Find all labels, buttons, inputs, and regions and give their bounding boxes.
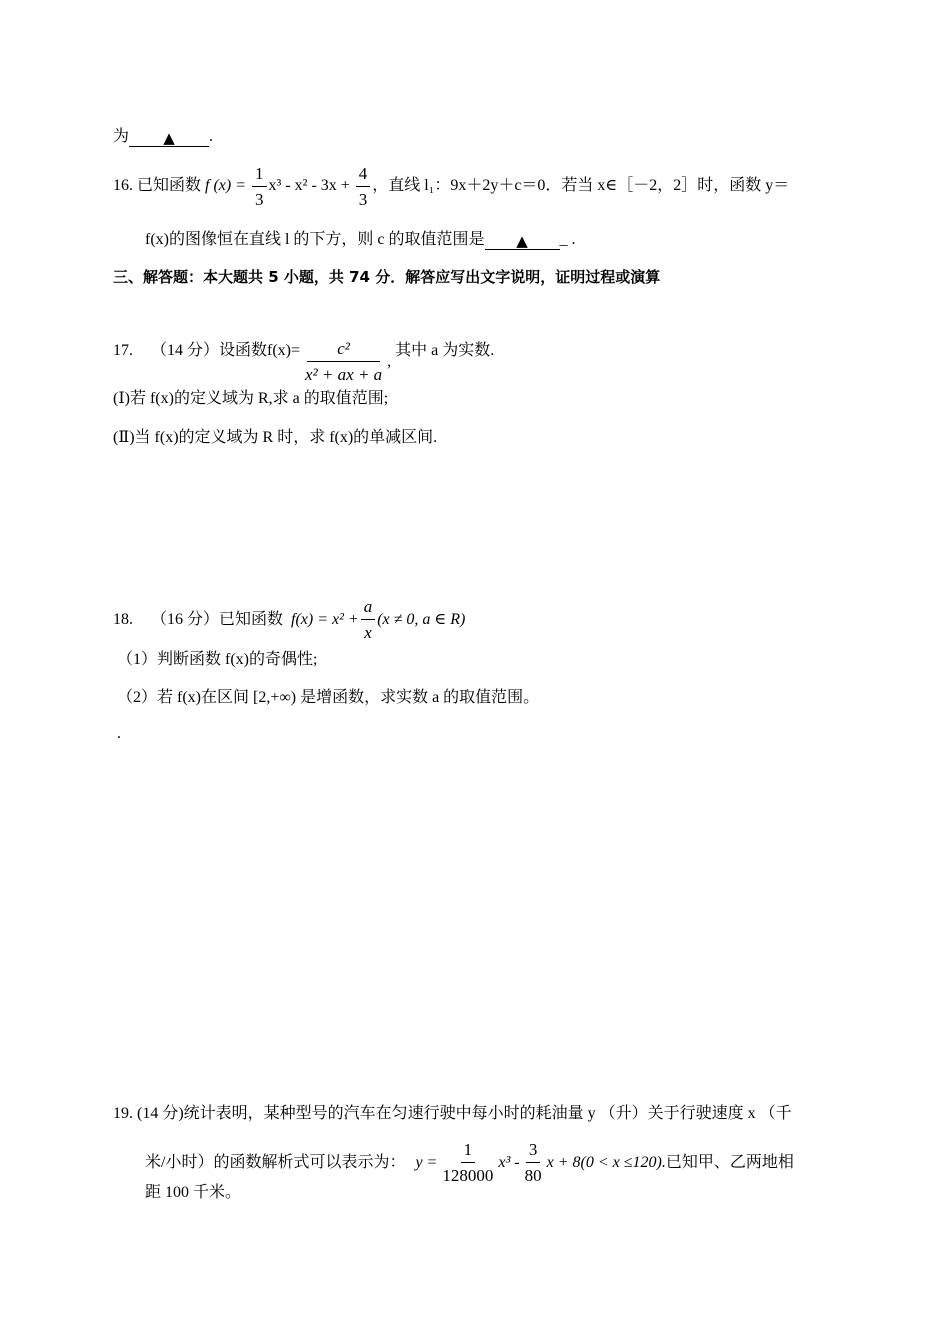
q18-dot: . <box>117 725 121 742</box>
q18-frac-num: a <box>361 598 376 620</box>
q18-fraction <box>361 598 376 641</box>
q17-frac-den: x² + ax + a <box>305 365 383 384</box>
q16-fraction-one-third <box>252 165 267 208</box>
q19-line2-prefix: 米/小时）的函数解析式可以表示为： <box>145 1153 406 1171</box>
section3-heading: 三、解答题：本大题共 5 小题，共 74 分．解答应写出文字说明，证明过程或演算 <box>113 268 661 286</box>
q19-line2 <box>145 1141 794 1184</box>
q19-line2-suffix: 已知甲、乙两地相 <box>665 1153 794 1171</box>
q18-func-lhs: f(x) = x² + <box>291 610 359 628</box>
q17-frac-num: c² <box>307 340 380 362</box>
q18-number: 18. <box>113 610 133 628</box>
q18-frac-den: x <box>364 623 372 642</box>
q17-fraction <box>302 340 385 383</box>
q19-frac1-den: 128000 <box>442 1166 494 1185</box>
q19-number: 19. <box>113 1105 133 1122</box>
q19-line3: 距 100 千米。 <box>145 1184 242 1201</box>
q19-eq-mid: x³ - <box>498 1153 520 1171</box>
q17-func: f(x)= <box>267 341 301 359</box>
q15-prefix: 为 <box>113 128 130 145</box>
q16-end: _ . <box>559 231 576 248</box>
q18-condition: (x ≠ 0, a ∈ R) <box>377 610 466 628</box>
q16-frac1-den: 3 <box>255 190 264 209</box>
q18-part1: （1）判断函数 f(x)的奇偶性; <box>117 651 318 668</box>
q16-fraction-four-thirds <box>356 165 371 208</box>
q18-line1 <box>113 598 465 641</box>
answer-triangle-icon: ▲ <box>516 232 528 250</box>
q19-frac1-num: 1 <box>461 1141 476 1163</box>
q15-answer-line <box>113 127 213 147</box>
q16-line1 <box>113 165 789 208</box>
q16-frac1-num: 1 <box>252 165 267 187</box>
q16-line2-text: f(x)的图像恒在直线 l 的下方，则 c 的取值范围是 <box>145 231 485 248</box>
q16-number: 16. <box>113 177 133 195</box>
q16-term1-rest: x³ - x² - 3x + <box>268 177 350 195</box>
q18-part2: （2）若 f(x)在区间 [2,+∞) 是增函数，求实数 a 的取值范围。 <box>117 689 540 706</box>
q16-func-lhs: f (x) = <box>205 177 247 195</box>
answer-triangle-icon: ▲ <box>163 129 175 147</box>
q19-eq-rest: x + 8(0 < x ≤120). <box>546 1153 666 1171</box>
q19-fraction-1 <box>439 1141 496 1184</box>
q15-suffix: . <box>209 128 214 145</box>
q17-score: （14 分）设函数 <box>151 341 268 359</box>
q19-frac2-den: 80 <box>524 1166 542 1185</box>
q16-frac2-num: 4 <box>356 165 371 187</box>
q17-after: , <box>387 352 392 370</box>
q17-part2: (Ⅱ)当 f(x)的定义域为 R 时，求 f(x)的单减区间. <box>113 429 438 446</box>
q17-part1: (Ⅰ)若 f(x)的定义域为 R,求 a 的取值范围; <box>113 390 389 407</box>
q16-line2 <box>145 230 576 250</box>
q16-frac2-den: 3 <box>358 190 368 209</box>
q15-answer-blank <box>129 128 209 147</box>
q19-eq-lhs: y = <box>415 1153 438 1171</box>
q18-score: （16 分）已知函数 <box>151 610 284 628</box>
q17-line1 <box>113 318 494 383</box>
q19-frac2-num: 3 <box>526 1141 541 1163</box>
q17-number: 17. <box>113 341 133 359</box>
q16-answer-blank <box>485 231 560 250</box>
q19-fraction-2 <box>522 1141 545 1184</box>
q16-mid: ，直线 l₁：9x＋2y＋c＝0．若当 x∈［－2，2］时，函数 y＝ <box>372 177 790 195</box>
q17-suffix: 其中 a 为实数. <box>395 341 495 359</box>
q19-line1 <box>113 1104 792 1124</box>
q19-line1-text: (14 分)统计表明，某种型号的汽车在匀速行驶中每小时的耗油量 y （升）关于行驶速度 x （千 <box>137 1105 792 1122</box>
q16-intro: 已知函数 <box>137 177 202 195</box>
